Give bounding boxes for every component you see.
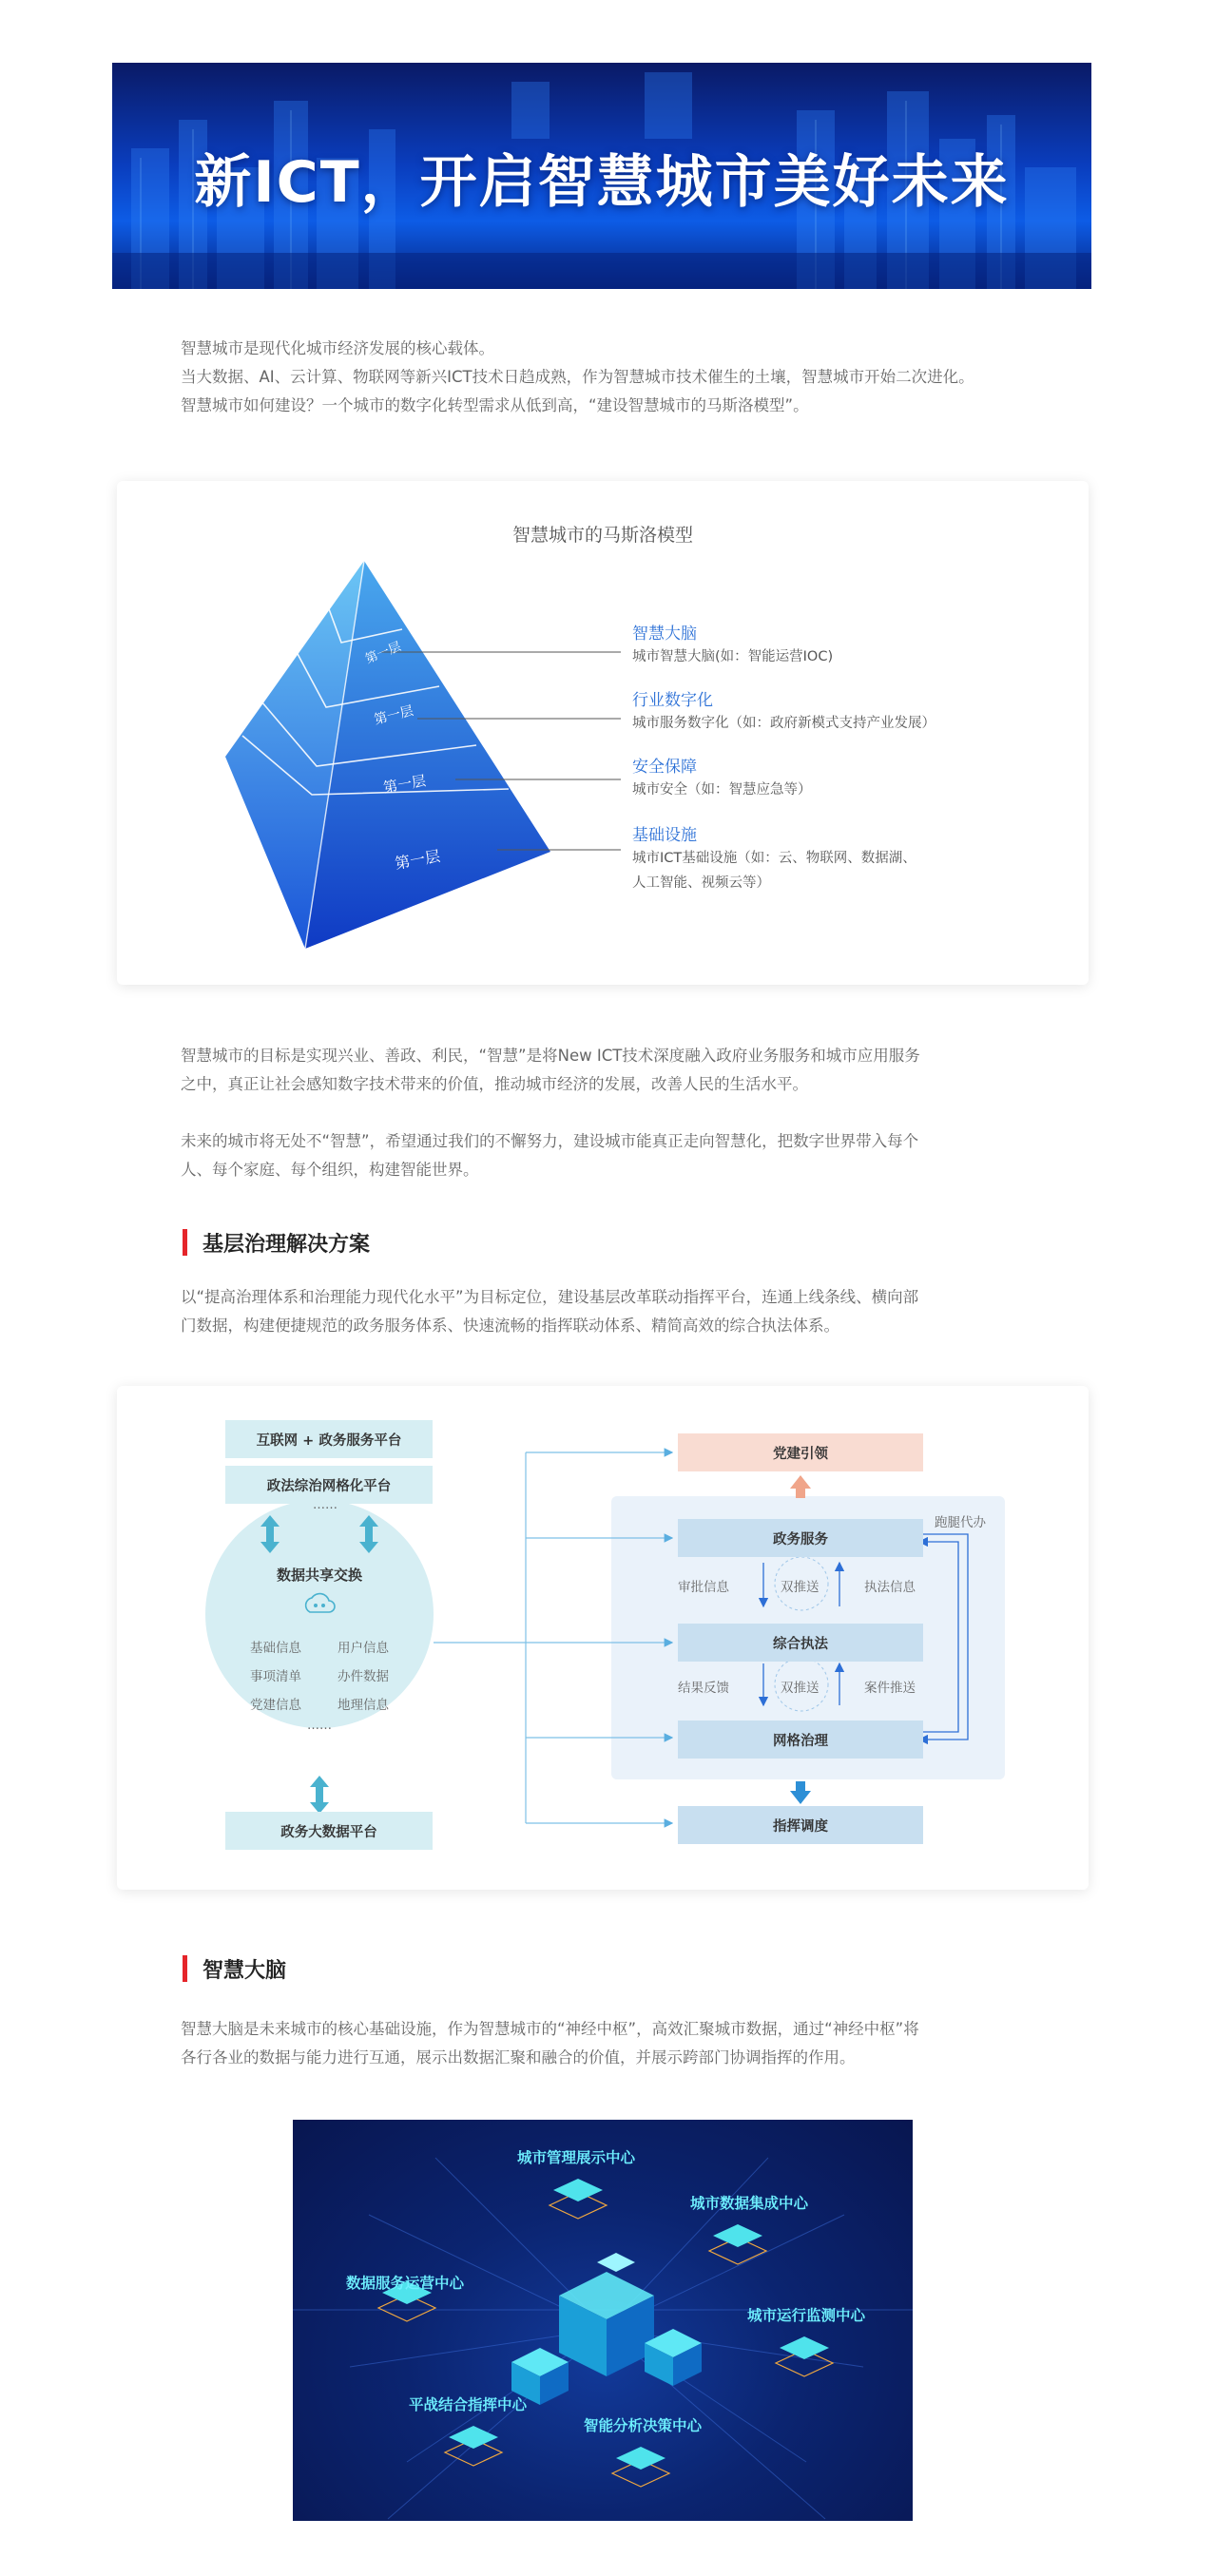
circle-item: 基础信息	[250, 1641, 301, 1656]
circle-item: 用户信息	[338, 1641, 389, 1656]
brain-line: 智慧大脑是未来城市的核心基础设施，作为智慧城市的“神经中枢”，高效汇聚城市数据，通过“神经中枢”将	[181, 2020, 919, 2038]
goal-line: 未来的城市将无处不“智慧”，希望通过我们的不懈努力，建设城市能真正走向智慧化，把数字世界带入每个	[181, 1132, 919, 1150]
intro-line: 智慧城市是现代化城市经济发展的核心载体。	[181, 339, 494, 357]
governance-text	[181, 1283, 1036, 1340]
goal-line: 之中，真正让社会感知数字技术带来的价值，推动城市经济的发展，改善人民的生活水平。	[181, 1075, 808, 1093]
case-push-label: 案件推送	[864, 1681, 916, 1696]
section-heading-text: 基层治理解决方案	[202, 1232, 371, 1257]
gov-service-box: 政务服务	[678, 1519, 923, 1557]
node-platform-top	[553, 2179, 603, 2201]
internet-gov-service-platform: 互联网 + 政务服务平台	[225, 1420, 433, 1458]
node-platform-top	[616, 2447, 665, 2470]
brain-text	[181, 2015, 1036, 2072]
goal-line: 人、每个家庭、每个组织，构建智能世界。	[181, 1161, 479, 1179]
brain-node-label: 平战结合指挥中心	[409, 2396, 528, 2413]
cloud-share-icon	[300, 1587, 338, 1620]
maslow-level-name: 行业数字化	[632, 691, 713, 710]
gov-bigdata-platform: 政务大数据平台	[225, 1812, 433, 1850]
circle-item: 党建信息	[250, 1698, 301, 1713]
governance-line: 以“提高治理体系和治理能力现代化水平”为目标定位，建设基层改革联动指挥平台，连通上线条线、横向部	[181, 1288, 919, 1306]
double-push-label: 双推送	[781, 1681, 820, 1696]
maslow-level-desc: 人工智能、视频云等）	[632, 875, 770, 891]
grid-governance-box: 网格治理	[678, 1721, 923, 1759]
maslow-level-name: 基础设施	[632, 826, 697, 845]
circle-item: 办件数据	[338, 1669, 389, 1684]
banner-title: 新ICT，开启智慧城市美好未来	[194, 149, 1010, 216]
ellipsis: ……	[313, 1498, 338, 1512]
intro-line: 智慧城市如何建设？一个城市的数字化转型需求从低到高，“建设智慧城市的马斯洛模型”。	[181, 396, 809, 414]
intro-text	[181, 335, 1036, 420]
enforcement-box: 综合执法	[678, 1624, 923, 1662]
section-heading-governance	[183, 1228, 370, 1257]
command-dispatch-box: 指挥调度	[678, 1806, 923, 1844]
governance-line: 门数据，构建便捷规范的政务服务体系、快速流畅的指挥联动体系、精简高效的综合执法体系。	[181, 1317, 839, 1335]
goal-paragraph-1	[181, 1042, 1036, 1099]
enforce-info-label: 执法信息	[864, 1580, 916, 1595]
pyramid-layer-label: 第一层	[393, 846, 442, 874]
party-guidance-box: 党建引领	[678, 1433, 923, 1471]
maslow-model-card	[117, 481, 1089, 985]
intro-line: 当大数据、AI、云计算、物联网等新兴ICT技术日趋成熟，作为智慧城市技术催生的土壤，智慧城市开始二次进化。	[181, 368, 974, 386]
circle-item: 事项清单	[250, 1669, 301, 1684]
maslow-pyramid	[117, 481, 1089, 985]
data-sharing-title: 数据共享交换	[276, 1567, 362, 1584]
section-heading-brain	[183, 1954, 286, 1983]
result-feedback-label: 结果反馈	[678, 1681, 729, 1696]
smart-brain-illustration	[293, 2120, 913, 2521]
governance-flow-card	[117, 1386, 1089, 1890]
goal-paragraph-2	[181, 1127, 1036, 1184]
brain-node-label: 智能分析决策中心	[584, 2417, 703, 2434]
pyramid-layer-label: 第一层	[381, 772, 428, 797]
circle-item: 地理信息	[338, 1698, 389, 1713]
approval-info-label: 审批信息	[678, 1580, 729, 1595]
maslow-level-name: 智慧大脑	[632, 625, 697, 644]
brain-node-label: 数据服务运营中心	[346, 2275, 465, 2292]
section-heading-text: 智慧大脑	[202, 1958, 287, 1983]
double-push-label: 双推送	[781, 1580, 820, 1595]
hero-banner	[112, 63, 1091, 289]
heading-accent-bar	[183, 1229, 187, 1256]
pyramid-layer-label: 第一层	[372, 703, 415, 728]
grid-platform: 政法综治网格化平台	[225, 1466, 433, 1504]
maslow-level-desc: 城市ICT基础设施（如：云、物联网、数据湖、	[632, 851, 916, 866]
goal-line: 智慧城市的目标是实现兴业、善政、利民，“智慧”是将New ICT技术深度融入政府业务服务和城市应用服务	[181, 1047, 920, 1065]
ellipsis: ……	[307, 1719, 332, 1733]
pyramid-layer-label: 第一层	[363, 640, 404, 667]
node-platform-top	[713, 2224, 762, 2247]
maslow-level-desc: 城市服务数字化（如：政府新模式支持产业发展）	[632, 716, 935, 731]
brain-node-label: 城市数据集成中心	[690, 2195, 809, 2212]
maslow-level-desc: 城市安全（如：智慧应急等）	[632, 782, 812, 798]
brain-node-label: 城市管理展示中心	[517, 2149, 636, 2166]
maslow-level-name: 安全保障	[632, 758, 697, 777]
heading-accent-bar	[183, 1955, 187, 1982]
maslow-title: 智慧城市的马斯洛模型	[511, 525, 693, 546]
brain-line: 各行各业的数据与能力进行互通，展示出数据汇聚和融合的价值，并展示跨部门协调指挥的作用。	[181, 2048, 856, 2067]
brain-node-label: 城市运行监测中心	[747, 2307, 866, 2324]
proxy-errand-label: 跑腿代办	[935, 1515, 986, 1530]
maslow-level-desc: 城市智慧大脑(如：智能运营IOC)	[632, 649, 834, 664]
